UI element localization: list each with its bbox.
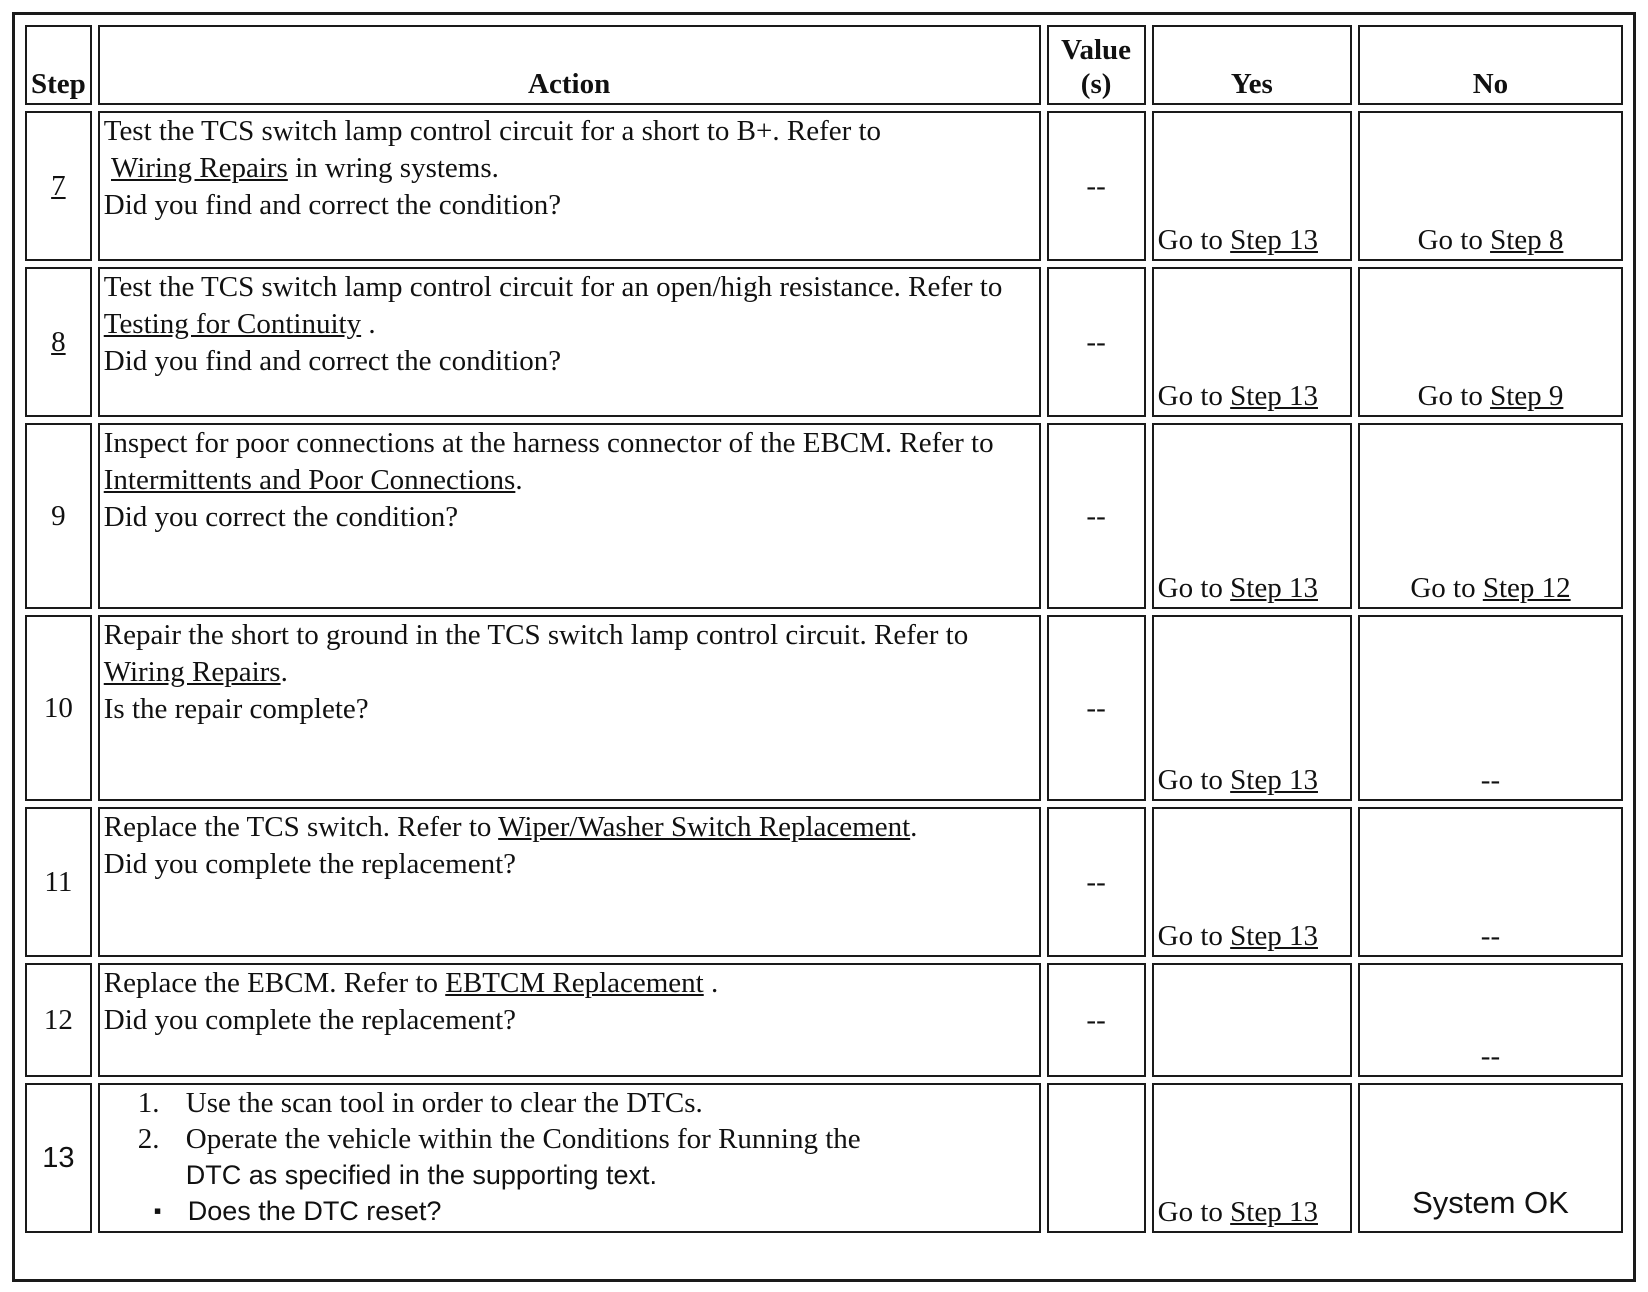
table-row [25,423,1623,609]
no-cell: -- [1358,963,1623,1077]
value-cell: -- [1047,963,1146,1077]
no-cell: -- [1358,807,1623,957]
step-number: 12 [25,963,92,1077]
yes-cell: Go to Step 13 [1152,1083,1352,1233]
action-question: Did you complete the replacement? [103,848,517,880]
header-value-line1: Value [1061,34,1132,66]
step-number: 11 [25,807,92,957]
action-cell [98,111,1041,261]
action-text: Test the TCS switch lamp control circuit for a short to B+. Refer to Wiring Repairs in wring systems. [103,115,882,184]
header-row [25,25,1623,105]
header-value-line2: (s) [1080,68,1112,100]
no-cell: -- [1358,615,1623,801]
goto-step-link[interactable]: Step 13 [1230,764,1318,796]
list-item: 2. Operate the vehicle within the Conditions for Running the DTC as specified in the supporting text. [137,1123,861,1190]
intermittents-link[interactable]: Intermittents and Poor Connections [103,464,516,496]
yes-cell: Go to Step 13 [1152,615,1352,801]
step-number-link[interactable]: 7 [25,111,92,261]
table-row [25,1083,1623,1233]
goto-step-link[interactable]: Step 13 [1230,572,1318,604]
yes-cell: Go to Step 13 [1152,423,1352,609]
action-cell [98,267,1041,417]
header-value [1047,25,1146,105]
header-no: No [1358,25,1623,105]
yes-cell: Go to Step 13 [1152,111,1352,261]
value-cell: -- [1047,267,1146,417]
value-cell [1047,1083,1146,1233]
table-row [25,963,1623,1077]
goto-step-link[interactable]: Step 13 [1230,920,1318,952]
bullet-question: ▪ Does the DTC reset? [104,1193,1035,1229]
wiring-repairs-link[interactable]: Wiring Repairs [111,152,288,184]
header-step: Step [25,25,92,105]
goto-step-link[interactable]: Step 12 [1482,572,1571,604]
bullet-icon: ▪ [153,1198,162,1223]
no-cell [1358,1083,1623,1233]
list-item-continuation: DTC as specified in the supporting text. [185,1160,657,1190]
procedure-list [104,1085,1035,1193]
action-text: Repair the short to ground in the TCS switch lamp control circuit. Refer to Wiring Repairs. [103,619,969,688]
action-text: Inspect for poor connections at the harness connector of the EBCM. Refer to Intermittents and Poor Connections. [103,427,994,496]
action-cell [98,1083,1041,1233]
goto-step-link[interactable]: Step 13 [1230,224,1318,256]
step-number: 13 [25,1083,92,1233]
action-question: Did you find and correct the condition? [103,189,562,221]
action-question: Is the repair complete? [103,693,369,725]
table-row [25,111,1623,261]
step-number: 9 [25,423,92,609]
action-text: Replace the TCS switch. Refer to Wiper/Washer Switch Replacement. [103,811,918,843]
list-item: 1. Use the scan tool in order to clear the DTCs. [137,1087,703,1119]
action-cell [98,423,1041,609]
yes-cell: Go to Step 13 [1152,267,1352,417]
goto-step-link[interactable]: Step 8 [1490,224,1564,256]
action-question: Did you find and correct the condition? [103,345,562,377]
wiper-switch-replacement-link[interactable]: Wiper/Washer Switch Replacement [498,811,911,843]
action-text: Replace the EBCM. Refer to EBTCM Replacement . [103,967,719,999]
diagnostic-table-frame [12,12,1636,1282]
header-action: Action [98,25,1041,105]
step-number: 10 [25,615,92,801]
table-row [25,267,1623,417]
action-text: Test the TCS switch lamp control circuit for an open/high resistance. Refer to Testing for Continuity . [103,271,1003,340]
header-yes: Yes [1152,25,1352,105]
diagnostic-table [19,19,1629,1239]
table-row [25,807,1623,957]
action-cell [98,807,1041,957]
table-row [25,615,1623,801]
yes-cell: Go to Step 13 [1152,807,1352,957]
action-question: Did you complete the replacement? [103,1004,517,1036]
step-number-link[interactable]: 8 [25,267,92,417]
goto-step-link[interactable]: Step 13 [1230,1196,1318,1228]
wiring-repairs-link[interactable]: Wiring Repairs [103,656,281,688]
value-cell: -- [1047,807,1146,957]
no-cell: Go to Step 8 [1358,111,1623,261]
value-cell: -- [1047,111,1146,261]
yes-cell [1152,963,1352,1077]
action-cell [98,615,1041,801]
goto-step-link[interactable]: Step 9 [1490,380,1564,412]
action-cell [98,963,1041,1077]
goto-step-link[interactable]: Step 13 [1230,380,1318,412]
no-cell: Go to Step 12 [1358,423,1623,609]
value-cell: -- [1047,423,1146,609]
testing-continuity-link[interactable]: Testing for Continuity [103,308,362,340]
ebtcm-replacement-link[interactable]: EBTCM Replacement [445,967,704,999]
system-ok-text: System OK [1412,1185,1569,1220]
value-cell: -- [1047,615,1146,801]
action-question: Did you correct the condition? [103,501,459,533]
no-cell: Go to Step 9 [1358,267,1623,417]
